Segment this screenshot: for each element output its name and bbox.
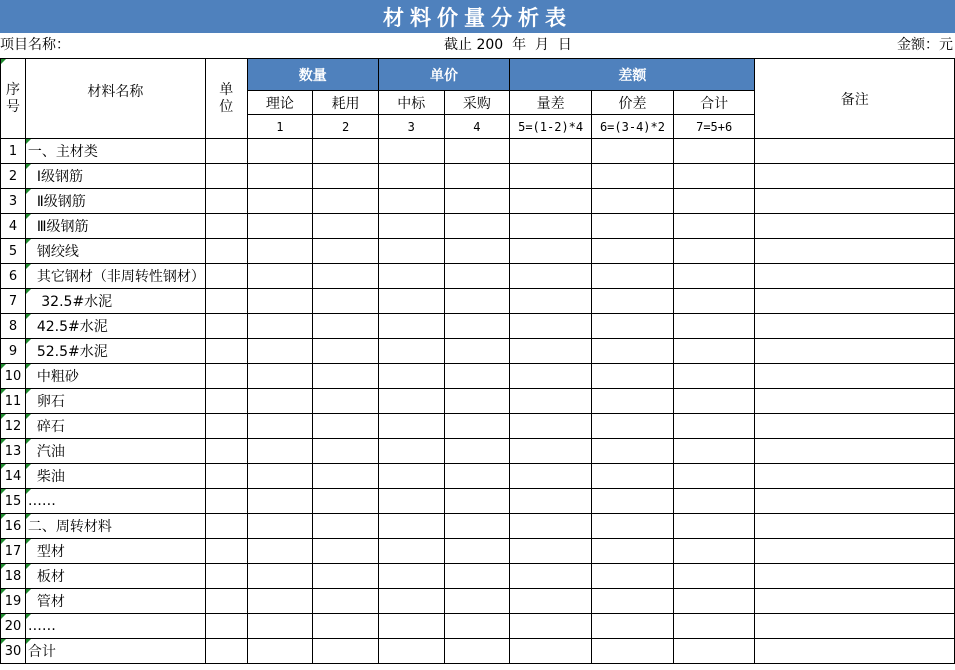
row-number-cell[interactable]: 15 [1, 489, 26, 514]
empty-cell[interactable] [673, 614, 755, 639]
material-name-cell[interactable]: …… [25, 489, 205, 514]
row-number-cell[interactable]: 17 [1, 539, 26, 564]
table-row [1, 564, 955, 589]
material-name-cell[interactable]: 汽油 [25, 439, 205, 464]
empty-cell[interactable] [378, 214, 444, 239]
empty-cell[interactable] [378, 364, 444, 389]
empty-cell[interactable] [673, 214, 755, 239]
row-number-cell[interactable]: 19 [1, 589, 26, 614]
empty-cell[interactable] [378, 489, 444, 514]
empty-cell[interactable] [673, 539, 755, 564]
empty-cell[interactable] [510, 289, 592, 314]
empty-cell[interactable] [673, 189, 755, 214]
header-difference-group: 差额 [510, 59, 755, 91]
amount-unit-label: 金额：元 [897, 37, 953, 53]
empty-cell[interactable] [247, 414, 313, 439]
material-name-cell[interactable]: 52.5#水泥 [25, 339, 205, 364]
empty-cell[interactable] [755, 389, 955, 414]
empty-cell[interactable] [247, 214, 313, 239]
empty-cell[interactable] [313, 289, 379, 314]
empty-cell[interactable] [755, 614, 955, 639]
table-row [1, 614, 955, 639]
empty-cell[interactable] [510, 264, 592, 289]
empty-cell[interactable] [444, 639, 510, 664]
material-name-cell[interactable]: Ⅲ级钢筋 [25, 214, 205, 239]
material-name-cell[interactable]: 板材 [25, 564, 205, 589]
empty-cell[interactable] [755, 214, 955, 239]
empty-cell[interactable] [755, 164, 955, 189]
empty-cell[interactable] [313, 189, 379, 214]
empty-cell[interactable] [755, 339, 955, 364]
row-number-cell[interactable]: 11 [1, 389, 26, 414]
empty-cell[interactable] [592, 564, 674, 589]
material-name-cell[interactable]: 一、主材类 [25, 139, 205, 164]
empty-cell[interactable] [755, 414, 955, 439]
empty-cell[interactable] [444, 539, 510, 564]
material-name-cell[interactable]: 合计 [25, 639, 205, 664]
empty-cell[interactable] [510, 539, 592, 564]
material-name-cell[interactable]: 管材 [25, 589, 205, 614]
empty-cell[interactable] [673, 264, 755, 289]
empty-cell[interactable] [378, 514, 444, 539]
header-remarks: 备注 [755, 59, 955, 139]
table-row [1, 514, 955, 539]
empty-cell[interactable] [444, 489, 510, 514]
empty-cell[interactable] [592, 214, 674, 239]
empty-cell[interactable] [378, 614, 444, 639]
empty-cell[interactable] [592, 314, 674, 339]
table-row [1, 339, 955, 364]
project-name-label: 项目名称： [0, 37, 70, 53]
empty-cell[interactable] [510, 514, 592, 539]
empty-cell[interactable] [510, 339, 592, 364]
empty-cell[interactable] [510, 189, 592, 214]
header-theory: 理论 [247, 91, 313, 115]
material-name-cell[interactable]: 32.5#水泥 [25, 289, 205, 314]
row-number-cell[interactable]: 2 [1, 164, 26, 189]
empty-cell[interactable] [247, 489, 313, 514]
empty-cell[interactable] [247, 539, 313, 564]
empty-cell[interactable] [313, 439, 379, 464]
table-row [1, 264, 955, 289]
table-row [1, 164, 955, 189]
empty-cell[interactable] [247, 314, 313, 339]
material-name-cell[interactable]: 型材 [25, 539, 205, 564]
empty-cell[interactable] [313, 314, 379, 339]
empty-cell[interactable] [313, 489, 379, 514]
empty-cell[interactable] [755, 239, 955, 264]
row-number-cell[interactable]: 16 [1, 514, 26, 539]
table-row [1, 389, 955, 414]
row-number-cell[interactable]: 20 [1, 614, 26, 639]
empty-cell[interactable] [378, 339, 444, 364]
empty-cell[interactable] [444, 589, 510, 614]
table-row [1, 539, 955, 564]
empty-cell[interactable] [313, 514, 379, 539]
empty-cell[interactable] [673, 564, 755, 589]
empty-cell[interactable] [378, 539, 444, 564]
empty-cell[interactable] [247, 464, 313, 489]
empty-cell[interactable] [205, 464, 247, 489]
row-number-cell[interactable]: 4 [1, 214, 26, 239]
empty-cell[interactable] [592, 364, 674, 389]
material-name-cell[interactable]: 中粗砂 [25, 364, 205, 389]
empty-cell[interactable] [755, 564, 955, 589]
empty-cell[interactable] [510, 214, 592, 239]
empty-cell[interactable] [247, 589, 313, 614]
empty-cell[interactable] [313, 639, 379, 664]
empty-cell[interactable] [592, 289, 674, 314]
empty-cell[interactable] [755, 314, 955, 339]
table-row [1, 189, 955, 214]
empty-cell[interactable] [510, 414, 592, 439]
material-name-cell[interactable]: …… [25, 614, 205, 639]
empty-cell[interactable] [205, 264, 247, 289]
empty-cell[interactable] [673, 289, 755, 314]
empty-cell[interactable] [510, 314, 592, 339]
info-row [0, 33, 955, 58]
empty-cell[interactable] [247, 189, 313, 214]
row-number-cell[interactable]: 3 [1, 189, 26, 214]
empty-cell[interactable] [592, 639, 674, 664]
empty-cell[interactable] [755, 139, 955, 164]
empty-cell[interactable] [378, 639, 444, 664]
empty-cell[interactable] [444, 289, 510, 314]
empty-cell[interactable] [673, 464, 755, 489]
table-row [1, 589, 955, 614]
empty-cell[interactable] [755, 189, 955, 214]
empty-cell[interactable] [673, 239, 755, 264]
empty-cell[interactable] [205, 489, 247, 514]
empty-cell[interactable] [205, 164, 247, 189]
empty-cell[interactable] [444, 164, 510, 189]
empty-cell[interactable] [378, 139, 444, 164]
empty-cell[interactable] [673, 589, 755, 614]
empty-cell[interactable] [673, 339, 755, 364]
empty-cell[interactable] [510, 639, 592, 664]
empty-cell[interactable] [313, 364, 379, 389]
empty-cell[interactable] [510, 464, 592, 489]
table-row [1, 414, 955, 439]
empty-cell[interactable] [444, 189, 510, 214]
row-number-cell[interactable]: 8 [1, 314, 26, 339]
empty-cell[interactable] [510, 614, 592, 639]
empty-cell[interactable] [313, 614, 379, 639]
analysis-table [0, 58, 955, 664]
material-name-cell[interactable]: 碎石 [25, 414, 205, 439]
empty-cell[interactable] [378, 464, 444, 489]
empty-cell[interactable] [510, 389, 592, 414]
empty-cell[interactable] [755, 289, 955, 314]
empty-cell[interactable] [755, 364, 955, 389]
header-price-group: 单价 [378, 59, 509, 91]
empty-cell[interactable] [247, 264, 313, 289]
empty-cell[interactable] [510, 489, 592, 514]
empty-cell[interactable] [673, 489, 755, 514]
header-material-name: 材料名称 [25, 59, 205, 139]
row-number-cell[interactable]: 9 [1, 339, 26, 364]
empty-cell[interactable] [592, 139, 674, 164]
empty-cell[interactable] [673, 389, 755, 414]
empty-cell[interactable] [592, 439, 674, 464]
row-number-cell[interactable]: 5 [1, 239, 26, 264]
empty-cell[interactable] [444, 514, 510, 539]
empty-cell[interactable] [592, 339, 674, 364]
empty-cell[interactable] [592, 464, 674, 489]
header-qty-diff: 量差 [510, 91, 592, 115]
header-purchase: 采购 [444, 91, 510, 115]
empty-cell[interactable] [378, 439, 444, 464]
formula-4: 4 [444, 115, 510, 139]
empty-cell[interactable] [592, 614, 674, 639]
header-seq-label: 序号 [5, 81, 20, 115]
empty-cell[interactable] [444, 464, 510, 489]
row-number-cell[interactable]: 12 [1, 414, 26, 439]
empty-cell[interactable] [592, 589, 674, 614]
row-number-cell[interactable]: 30 [1, 639, 26, 664]
row-number-cell[interactable]: 6 [1, 264, 26, 289]
row-number-cell[interactable]: 7 [1, 289, 26, 314]
header-seq [1, 59, 26, 139]
empty-cell[interactable] [755, 639, 955, 664]
empty-cell[interactable] [247, 639, 313, 664]
table-row [1, 364, 955, 389]
header-unit-label: 单位 [219, 81, 234, 115]
empty-cell[interactable] [205, 414, 247, 439]
empty-cell[interactable] [592, 514, 674, 539]
empty-cell[interactable] [247, 564, 313, 589]
empty-cell[interactable] [378, 289, 444, 314]
material-name-cell[interactable]: Ⅱ级钢筋 [25, 189, 205, 214]
empty-cell[interactable] [444, 214, 510, 239]
table-row [1, 289, 955, 314]
empty-cell[interactable] [592, 264, 674, 289]
formula-7: 7=5+6 [673, 115, 755, 139]
empty-cell[interactable] [205, 364, 247, 389]
empty-cell[interactable] [673, 439, 755, 464]
empty-cell[interactable] [247, 239, 313, 264]
sheet-title: 材料价量分析表 [0, 0, 955, 33]
empty-cell[interactable] [205, 439, 247, 464]
empty-cell[interactable] [673, 364, 755, 389]
empty-cell[interactable] [755, 439, 955, 464]
empty-cell[interactable] [313, 414, 379, 439]
header-total: 合计 [673, 91, 755, 115]
empty-cell[interactable] [444, 564, 510, 589]
empty-cell[interactable] [205, 389, 247, 414]
material-name-cell[interactable]: 柴油 [25, 464, 205, 489]
empty-cell[interactable] [205, 564, 247, 589]
material-name-cell[interactable]: 钢绞线 [25, 239, 205, 264]
empty-cell[interactable] [247, 339, 313, 364]
empty-cell[interactable] [205, 289, 247, 314]
empty-cell[interactable] [313, 589, 379, 614]
empty-cell[interactable] [444, 314, 510, 339]
empty-cell[interactable] [378, 414, 444, 439]
empty-cell[interactable] [592, 164, 674, 189]
empty-cell[interactable] [755, 464, 955, 489]
empty-cell[interactable] [205, 514, 247, 539]
empty-cell[interactable] [378, 314, 444, 339]
empty-cell[interactable] [592, 539, 674, 564]
empty-cell[interactable] [205, 339, 247, 364]
empty-cell[interactable] [313, 264, 379, 289]
empty-cell[interactable] [313, 464, 379, 489]
empty-cell[interactable] [205, 589, 247, 614]
table-row [1, 639, 955, 664]
empty-cell[interactable] [510, 439, 592, 464]
empty-cell[interactable] [247, 139, 313, 164]
material-name-cell[interactable]: 42.5#水泥 [25, 314, 205, 339]
header-price-diff: 价差 [592, 91, 674, 115]
table-row [1, 239, 955, 264]
empty-cell[interactable] [592, 189, 674, 214]
empty-cell[interactable] [313, 539, 379, 564]
empty-cell[interactable] [444, 614, 510, 639]
material-name-cell[interactable]: Ⅰ级钢筋 [25, 164, 205, 189]
empty-cell[interactable] [205, 139, 247, 164]
empty-cell[interactable] [247, 164, 313, 189]
date-label: 截止 200 年 月 日 [444, 37, 572, 53]
empty-cell[interactable] [313, 139, 379, 164]
empty-cell[interactable] [247, 514, 313, 539]
empty-cell[interactable] [592, 414, 674, 439]
empty-cell[interactable] [510, 139, 592, 164]
table-row [1, 214, 955, 239]
empty-cell[interactable] [673, 639, 755, 664]
empty-cell[interactable] [205, 214, 247, 239]
empty-cell[interactable] [247, 439, 313, 464]
empty-cell[interactable] [444, 389, 510, 414]
empty-cell[interactable] [378, 189, 444, 214]
material-name-cell[interactable]: 二、周转材料 [25, 514, 205, 539]
empty-cell[interactable] [755, 589, 955, 614]
header-bid: 中标 [378, 91, 444, 115]
empty-cell[interactable] [444, 339, 510, 364]
row-number-cell[interactable]: 10 [1, 364, 26, 389]
empty-cell[interactable] [673, 164, 755, 189]
empty-cell[interactable] [510, 564, 592, 589]
material-name-cell[interactable]: 卵石 [25, 389, 205, 414]
empty-cell[interactable] [205, 314, 247, 339]
empty-cell[interactable] [313, 214, 379, 239]
empty-cell[interactable] [378, 589, 444, 614]
table-row [1, 439, 955, 464]
empty-cell[interactable] [313, 564, 379, 589]
empty-cell[interactable] [247, 289, 313, 314]
table-row [1, 489, 955, 514]
empty-cell[interactable] [592, 389, 674, 414]
empty-cell[interactable] [444, 439, 510, 464]
empty-cell[interactable] [444, 139, 510, 164]
empty-cell[interactable] [673, 514, 755, 539]
empty-cell[interactable] [592, 489, 674, 514]
empty-cell[interactable] [205, 539, 247, 564]
row-number-cell[interactable]: 18 [1, 564, 26, 589]
row-number-cell[interactable]: 14 [1, 464, 26, 489]
material-name-cell[interactable]: 其它钢材（非周转性钢材） [25, 264, 205, 289]
empty-cell[interactable] [444, 239, 510, 264]
empty-cell[interactable] [205, 239, 247, 264]
empty-cell[interactable] [205, 189, 247, 214]
header-unit [205, 59, 247, 139]
empty-cell[interactable] [313, 239, 379, 264]
empty-cell[interactable] [378, 564, 444, 589]
formula-1: 1 [247, 115, 313, 139]
empty-cell[interactable] [755, 539, 955, 564]
empty-cell[interactable] [444, 264, 510, 289]
empty-cell[interactable] [205, 639, 247, 664]
empty-cell[interactable] [444, 364, 510, 389]
header-consumed: 耗用 [313, 91, 379, 115]
empty-cell[interactable] [205, 614, 247, 639]
empty-cell[interactable] [510, 589, 592, 614]
empty-cell[interactable] [378, 164, 444, 189]
empty-cell[interactable] [755, 264, 955, 289]
empty-cell[interactable] [313, 164, 379, 189]
empty-cell[interactable] [510, 239, 592, 264]
empty-cell[interactable] [378, 264, 444, 289]
row-number-cell[interactable]: 1 [1, 139, 26, 164]
empty-cell[interactable] [313, 339, 379, 364]
empty-cell[interactable] [673, 414, 755, 439]
header-quantity-group: 数量 [247, 59, 378, 91]
empty-cell[interactable] [755, 489, 955, 514]
empty-cell[interactable] [378, 389, 444, 414]
empty-cell[interactable] [755, 514, 955, 539]
row-number-cell[interactable]: 13 [1, 439, 26, 464]
empty-cell[interactable] [313, 389, 379, 414]
formula-6: 6=(3-4)*2 [592, 115, 674, 139]
empty-cell[interactable] [247, 364, 313, 389]
formula-2: 2 [313, 115, 379, 139]
empty-cell[interactable] [673, 139, 755, 164]
formula-3: 3 [378, 115, 444, 139]
empty-cell[interactable] [378, 239, 444, 264]
empty-cell[interactable] [510, 364, 592, 389]
empty-cell[interactable] [592, 239, 674, 264]
empty-cell[interactable] [673, 314, 755, 339]
empty-cell[interactable] [247, 614, 313, 639]
table-row [1, 314, 955, 339]
empty-cell[interactable] [247, 389, 313, 414]
empty-cell[interactable] [510, 164, 592, 189]
empty-cell[interactable] [444, 414, 510, 439]
table-row [1, 139, 955, 164]
table-row [1, 464, 955, 489]
formula-5: 5=(1-2)*4 [510, 115, 592, 139]
